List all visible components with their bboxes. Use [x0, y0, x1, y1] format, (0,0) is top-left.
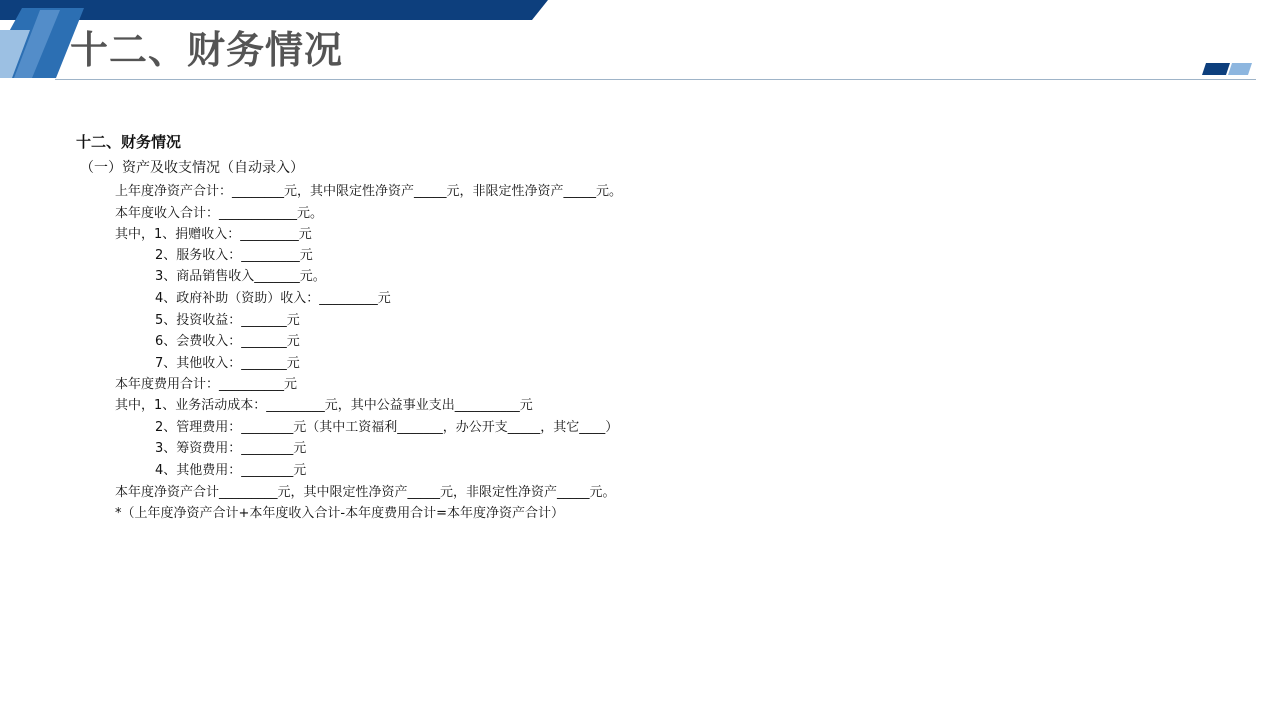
management-expense-line: 2、管理费用：________元（其中工资福利_______，办公开支_____，其它____） — [155, 420, 619, 435]
formula-note-line: *（上年度净资产合计+本年度收入合计-本年度费用合计=本年度净资产合计） — [115, 506, 564, 521]
prior-net-assets-line: 上年度净资产合计：________元，其中限定性净资产_____元，非限定性净资产_____元。 — [115, 184, 623, 199]
sales-income-line: 3、商品销售收入_______元。 — [155, 269, 326, 284]
donation-income-line: 其中，1、捐赠收入：_________元 — [115, 227, 312, 242]
business-cost-line: 其中，1、业务活动成本：_________元，其中公益事业支出__________元 — [115, 398, 533, 413]
membership-fee-line: 6、会费收入：_______元 — [155, 334, 300, 349]
financing-expense-line: 3、筹资费用：________元 — [155, 441, 307, 456]
other-income-line: 7、其他收入：_______元 — [155, 356, 300, 371]
service-income-line: 2、服务收入：_________元 — [155, 248, 313, 263]
current-net-assets-line: 本年度净资产合计_________元，其中限定性净资产_____元，非限定性净资产_____元。 — [115, 485, 616, 500]
investment-income-line: 5、投资收益：_______元 — [155, 313, 300, 328]
other-expense-line: 4、其他费用：________元 — [155, 463, 307, 478]
total-income-line: 本年度收入合计：____________元。 — [115, 206, 324, 221]
government-subsidy-line: 4、政府补助（资助）收入：_________元 — [155, 291, 391, 306]
section-subheading: （一）资产及收支情况（自动录入） — [80, 160, 304, 176]
total-expense-line: 本年度费用合计：__________元 — [115, 377, 298, 392]
slide-title: 十二、财务情况 — [70, 28, 344, 72]
document-heading: 十二、财务情况 — [76, 133, 182, 151]
